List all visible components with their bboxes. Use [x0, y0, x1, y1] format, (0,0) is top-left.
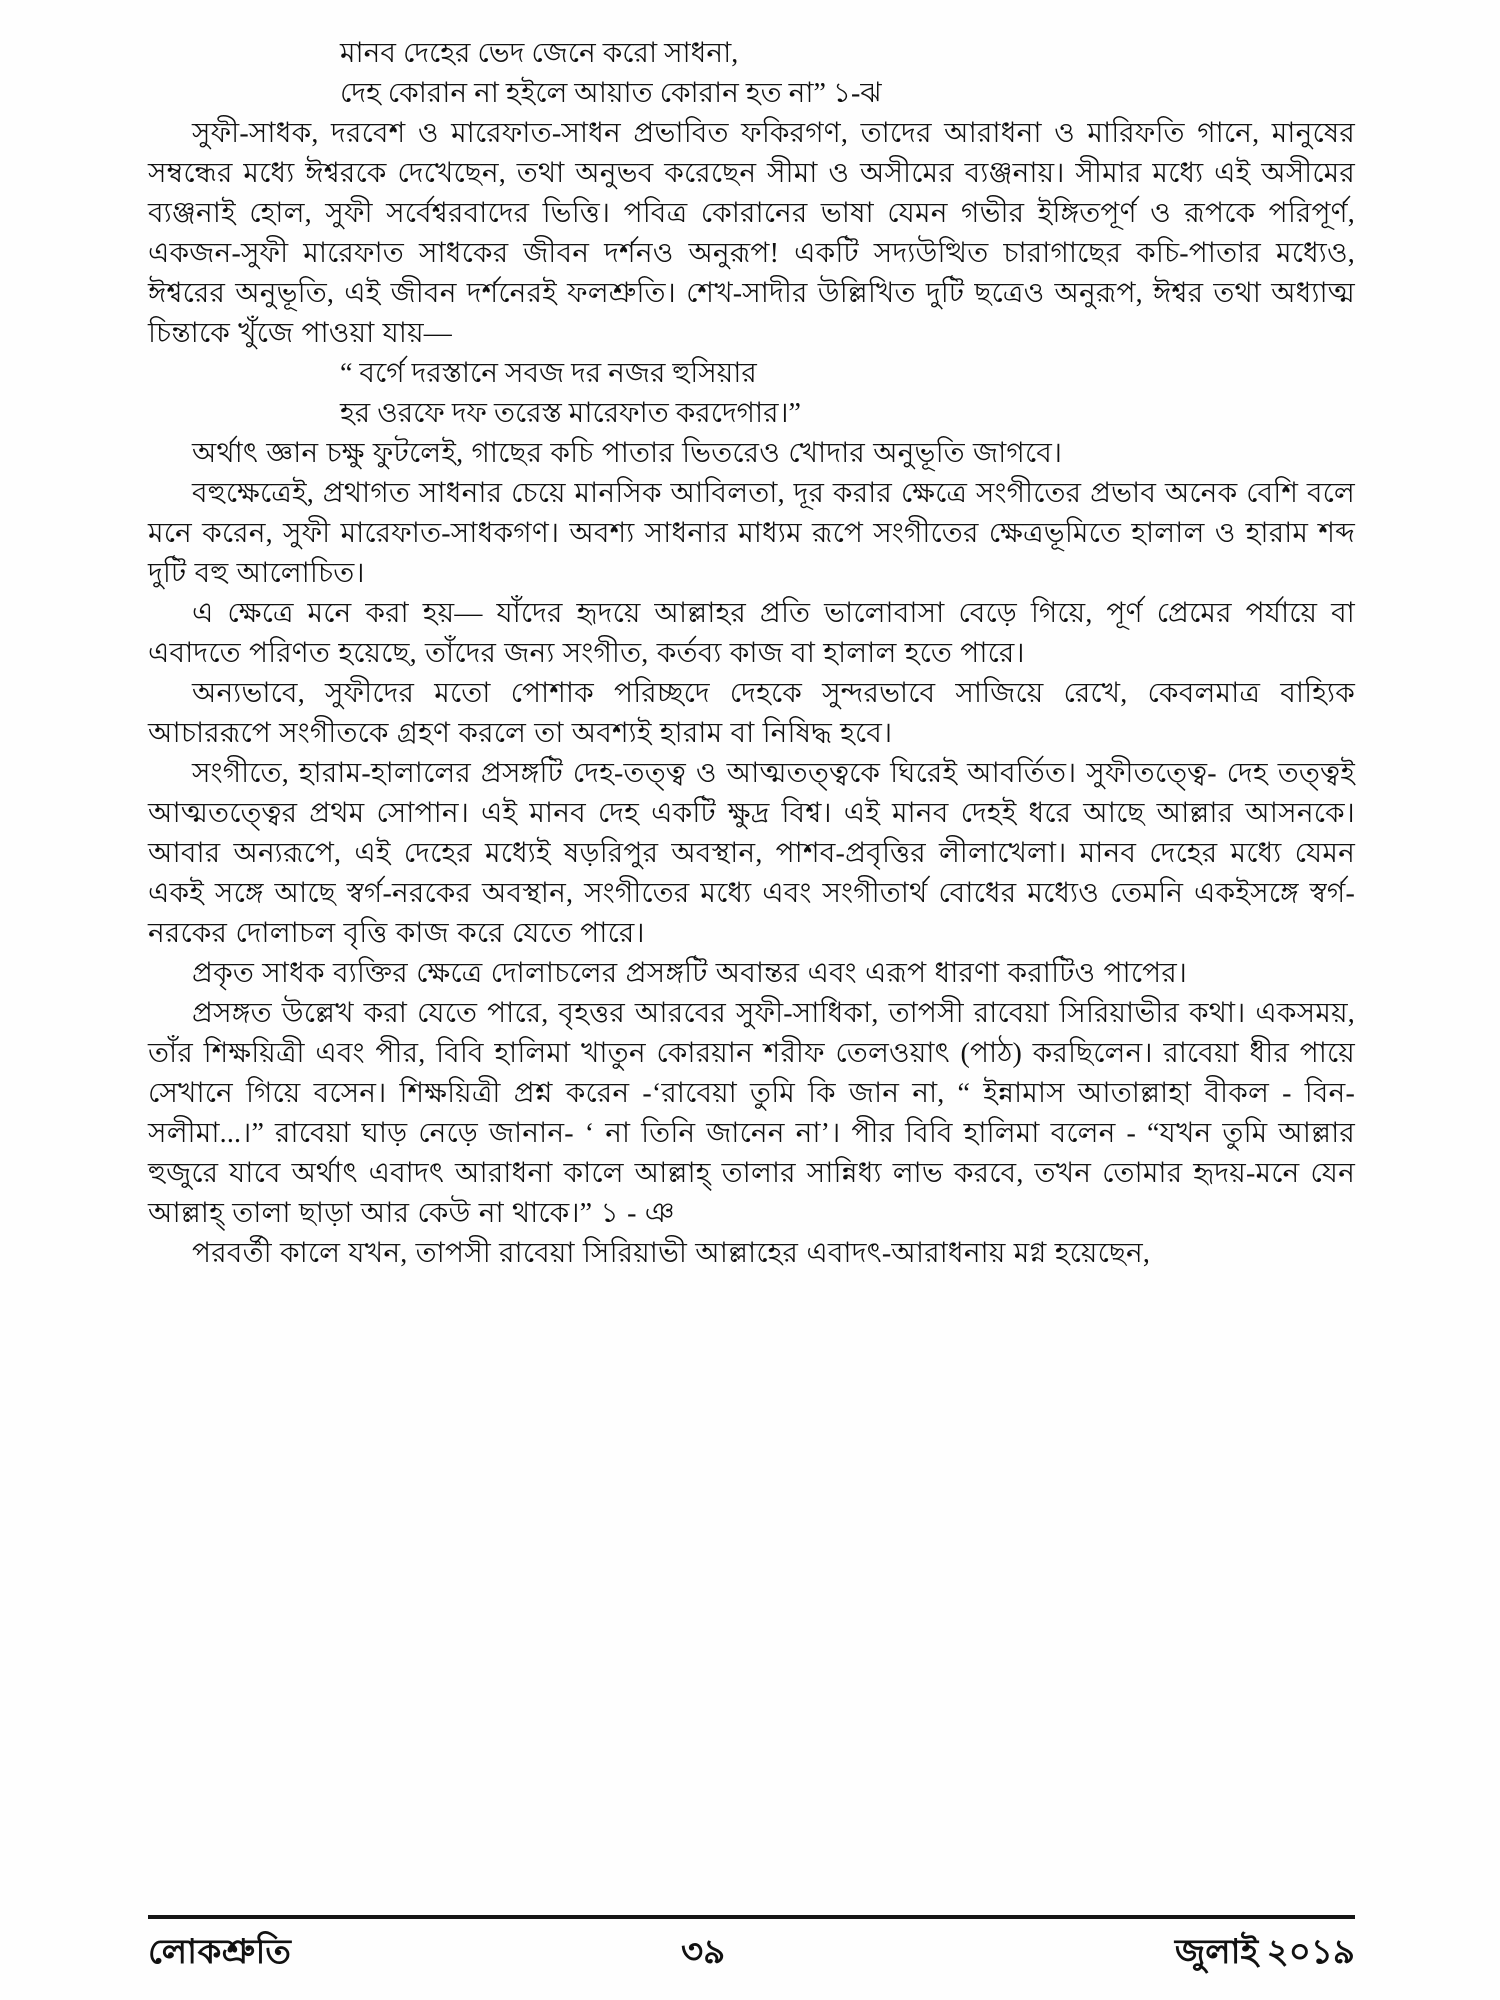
verse-line: হর ওরফে দফ তরেস্ত মারেফাত করদেগার।”: [340, 398, 801, 429]
body-paragraph: অন্যভাবে, সুফীদের মতো পোশাক পরিচ্ছদে দেহকে সুন্দরভাবে সাজিয়ে রেখে, কেবলমাত্র বাহ্যিক আচাররূপে সংগীতকে গ্রহণ করলে তা অবশ্যই হারাম বা নিষিদ্ধ হবে।: [148, 678, 1355, 749]
body-paragraph: প্রকৃত সাধক ব্যক্তির ক্ষেত্রে দোলাচলের প্রসঙ্গটি অবান্তর এবং এরূপ ধারণা করাটিও পাপের।: [192, 958, 1188, 989]
opening-verse: [340, 34, 1355, 114]
body-paragraph: এ ক্ষেত্রে মনে করা হয়— যাঁদের হৃদয়ে আল্লাহর প্রতি ভালোবাসা বেড়ে গিয়ে, পূর্ণ প্রেমের পর্যায়ে বা এবাদতে পরিণত হয়েছে, তাঁদের জন্য সংগীত, কর্তব্য কাজ বা হালাল হতে পারে।: [148, 598, 1355, 669]
page-body-text: [148, 34, 1355, 1274]
body-paragraph: প্রসঙ্গত উল্লেখ করা যেতে পারে, বৃহত্তর আরবের সুফী-সাধিকা, তাপসী রাবেয়া সিরিয়াভীর কথা। একসময়, তাঁর শিক্ষয়িত্রী এবং পীর, বিবি হালিমা খাতুন কোরয়ান শরীফ তেলওয়াৎ (পাঠ) করছিলেন। রাবেয়া ধীর পায়ে সেখানে গিয়ে বসেন। শিক্ষয়িত্রী প্রশ্ন করেন -‘রাবেয়া তুমি কি জান না, “ ইন্নামাস আতাল্লাহা বীকল - বিন- সলীমা...।” রাবেয়া ঘাড় নেড়ে জানান- ‘ না তিনি জানেন না’। পীর বিবি হালিমা বলেন - “যখন তুমি আল্লার হুজুরে যাবে অর্থাৎ এবাদৎ আরাধনা কালে আল্লাহ্ তালার সান্নিধ্য লাভ করবে, তখন তোমার হৃদয়-মনে যেন আল্লাহ্ তালা ছাড়া আর কেউ না থাকে।” ১ - ঞ: [148, 998, 1355, 1229]
journal-title: লোকশ্রুতি: [148, 1934, 292, 1972]
body-paragraph: সংগীতে, হারাম-হালালের প্রসঙ্গটি দেহ-তত্ত্ব ও আত্মতত্ত্বকে ঘিরেই আবর্তিত। সুফীতত্ত্বে- দেহ তত্ত্বই আত্মতত্ত্বের প্রথম সোপান। এই মানব দেহ একটি ক্ষুদ্র বিশ্ব। এই মানব দেহই ধরে আছে আল্লার আসনকে। আবার অন্যরূপে, এই দেহের মধ্যেই ষড়রিপুর অবস্থান, পাশব-প্রবৃত্তির লীলাখেলা। মানব দেহের মধ্যে যেমন একই সঙ্গে আছে স্বর্গ-নরকের অবস্থান, সংগীতের মধ্যে এবং সংগীতার্থ বোধের মধ্যেও তেমনি একইসঙ্গে স্বর্গ-নরকের দোলাচল বৃত্তি কাজ করে যেতে পারে।: [148, 758, 1355, 949]
body-paragraph: অর্থাৎ জ্ঞান চক্ষু ফুটলেই, গাছের কচি পাতার ভিতরেও খোদার অনুভূতি জাগবে।: [192, 438, 1063, 469]
issue-date: জুলাই ২০১৯: [1174, 1934, 1355, 1972]
verse-line: মানব দেহের ভেদ জেনে করো সাধনা,: [340, 38, 739, 69]
persian-couplet: [340, 354, 1355, 434]
body-paragraph: বহুক্ষেত্রেই, প্রথাগত সাধনার চেয়ে মানসিক আবিলতা, দূর করার ক্ষেত্রে সংগীতের প্রভাব অনেক বেশি বলে মনে করেন, সুফী মারেফাত-সাধকগণ। অবশ্য সাধনার মাধ্যম রূপে সংগীতের ক্ষেত্রভূমিতে হালাল ও হারাম শব্দ দুটি বহু আলোচিত।: [148, 478, 1355, 589]
body-paragraph: পরবর্তী কালে যখন, তাপসী রাবেয়া সিরিয়াভী আল্লাহের এবাদৎ-আরাধনায় মগ্ন হয়েছেন,: [192, 1238, 1151, 1269]
page-number: ৩৯: [681, 1934, 726, 1972]
verse-line: “ বর্গে দরস্তানে সবজ দর নজর হুসিয়ার: [340, 358, 757, 389]
verse-line: দেহ কোরান না হইলে আয়াত কোরান হত না” ১-ঝ: [340, 78, 882, 109]
page-footer: [148, 1915, 1355, 1974]
body-paragraph: সুফী-সাধক, দরবেশ ও মারেফাত-সাধন প্রভাবিত ফকিরগণ, তাদের আরাধনা ও মারিফতি গানে, মানুষের সম্বন্ধের মধ্যে ঈশ্বরকে দেখেছেন, তথা অনুভব করেছেন সীমা ও অসীমের ব্যঞ্জনায়। সীমার মধ্যে এই অসীমের ব্যঞ্জনাই হোল, সুফী সর্বেশ্বরবাদের ভিত্তি। পবিত্র কোরানের ভাষা যেমন গভীর ইঙ্গিতপূর্ণ ও রূপকে পরিপূর্ণ, একজন-সুফী মারেফাত সাধকের জীবন দর্শনও অনুরূপ! একটি সদ্যউত্থিত চারাগাছের কচি-পাতার মধ্যেও, ঈশ্বরের অনুভূতি, এই জীবন দর্শনেরই ফলশ্রুতি। শেখ-সাদীর উল্লিখিত দুটি ছত্রেও অনুরূপ, ঈশ্বর তথা অধ্যাত্ম চিন্তাকে খুঁজে পাওয়া যায়—: [148, 118, 1355, 349]
